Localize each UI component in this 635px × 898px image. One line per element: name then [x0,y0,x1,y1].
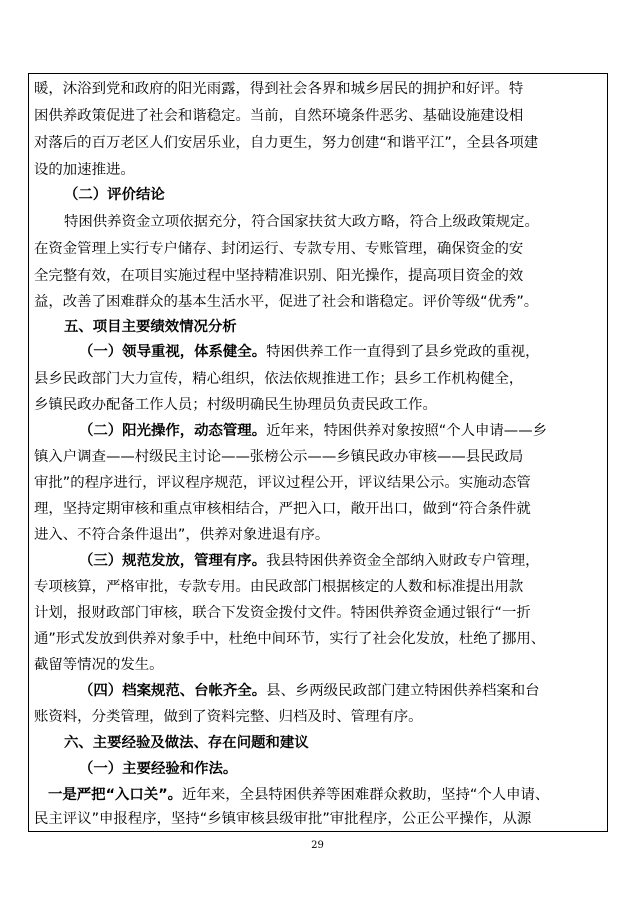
eval-heading: （二）评价结论 [64,187,165,203]
text-line: 益，改善了困难群众的基本生活水平，促进了社会和谐稳定。评价等级“优秀”。 [34,294,539,310]
text-line: 乡镇民政办配备工作人员；村级明确民生协理员负责民政工作。 [34,397,437,413]
paragraph-lead [79,418,601,444]
lead-bold: 一是严把“入口关”。 [48,787,183,803]
section6-heading: 六、主要经验及做法、存在问题和建议 [64,735,309,751]
text-line: 困供养政策促进了社会和谐稳定。当前，自然环境条件恶劣、基础设施建设相 [34,108,524,124]
subsection-heading: （一）主要经验和作法。 [79,761,238,777]
text-line: 设的加速推进。 [34,162,135,178]
lead-bold: （三）规范发放，管理有序。 [79,553,267,569]
text-line: 计划，报财政部门审核，联合下发资金拨付文件。特困供养资金通过银行“一折 [34,605,531,621]
text-line: 特困供养资金立项依据充分，符合国家扶贫大政方略，符合上级政策规定。 [64,214,539,230]
text-line: 对落后的百万老区人们安居乐业，自力更生，努力创建“和谐平江”，全县各项建 [34,135,539,151]
lead-bold: （二）阳光操作，动态管理。 [79,423,267,439]
lead-bold: （一）领导重视，体系健全。 [79,344,267,360]
lead-rest: 近年来，全县特困供养等困难群众救助，坚持“个人申请、 [182,787,550,803]
text-line: 暖，沐浴到党和政府的阳光雨露，得到社会各界和城乡居民的拥护和好评。特 [34,81,524,97]
text-line: 全完整有效，在项目实施过程中坚持精准识别、阳光操作，提高项目资金的效 [34,268,524,284]
paragraph-lead [79,548,601,574]
page-number: 29 [311,840,324,851]
text-line: 县乡民政部门大力宣传，精心组织，依法依规推进工作；县乡工作机构健全， [34,371,524,387]
text-line: 镇入户调查——村级民主讨论——张榜公示——乡镇民政办审核——县民政局 [34,449,524,465]
text-line: 理，坚持定期审核和重点审核相结合，严把入口，敞开出口，做到“符合条件就 [34,501,531,517]
lead-rest: 县、乡两级民政部门建立特困供养档案和台 [266,683,540,699]
paragraph-lead [79,678,601,704]
text-line: 专项核算，严格审批，专款专用。由民政部门根据核定的人数和标准提出用款 [34,579,524,595]
lead-rest: 近年来，特困供养对象按照“个人申请——乡 [266,423,547,439]
lead-rest: 我县特困供养资金全部纳入财政专户管理， [266,553,540,569]
lead-rest: 特困供养工作一直得到了县乡党政的重视， [266,344,540,360]
text-line: 进入、不符合条件退出”，供养对象进退有序。 [34,527,330,543]
section5-heading: 五、项目主要绩效情况分析 [64,319,237,335]
lead-bold: （四）档案规范、台帐齐全。 [79,683,267,699]
text-line: 在资金管理上实行专户储存、封闭运行、专款专用、专账管理，确保资金的安 [34,241,524,257]
document-frame [28,73,608,832]
text-line: 截留等情况的发生。 [34,657,164,673]
paragraph-lead [79,339,601,365]
text-line: 审批”的程序进行，评议程序规范，评议过程公开，评议结果公示。实施动态管 [34,475,531,491]
text-line: 通”形式发放到供养对象手中，杜绝中间环节，实行了社会化发放，杜绝了挪用、 [34,631,546,647]
text-line: 账资料，分类管理，做到了资料完整、归档及时、管理有序。 [34,709,423,725]
text-line: 民主评议”申报程序，坚持“乡镇审核县级审批”审批程序，公正公平操作，从源 [34,811,532,827]
paragraph-lead [48,782,601,808]
